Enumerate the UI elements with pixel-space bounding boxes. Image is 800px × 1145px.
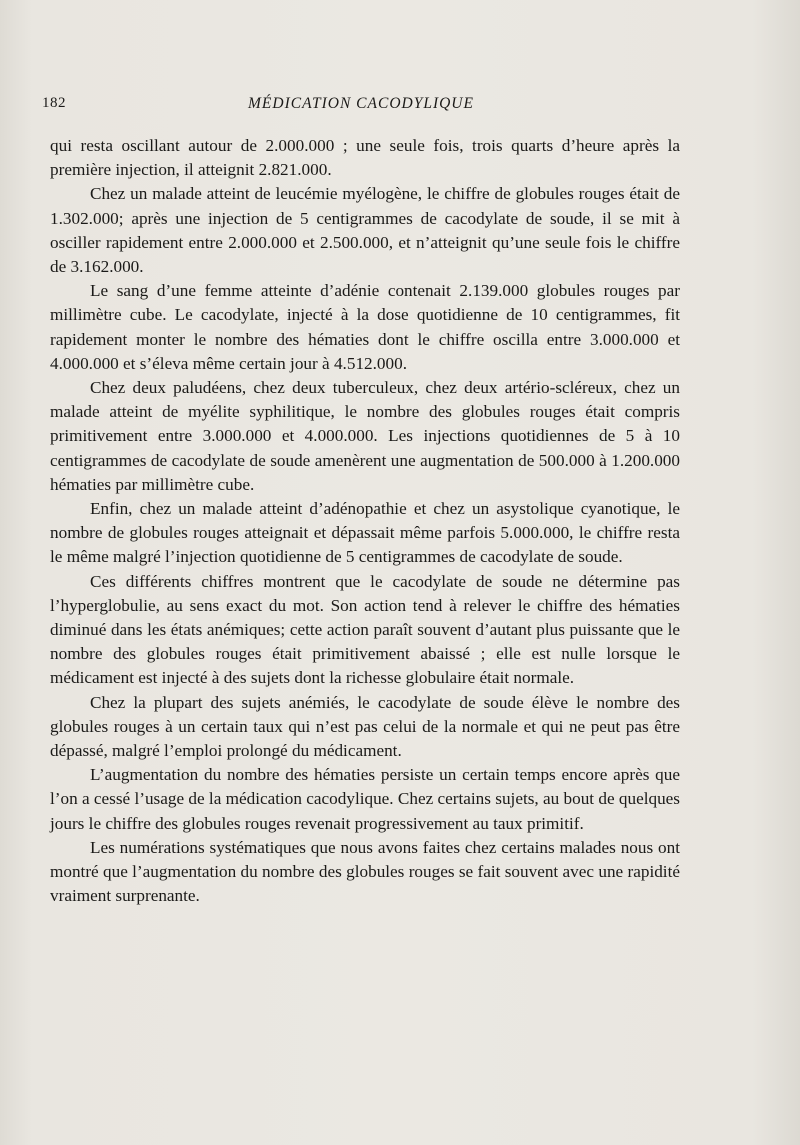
page-number: 182 bbox=[42, 95, 66, 111]
running-title: MÉDICATION CACODYLIQUE bbox=[248, 95, 474, 112]
paragraph-paludeens: Chez deux paludéens, chez deux tuberculeux, chez deux artério-scléreux, chez un malade atteint de myélite syphilitique, le nombre des globules rouges était compris primitivement entre 3.000.000 et 4.000.000. Les injections quotidiennes de 5 à 10 centigrammes de cacodylate de soude amenèrent une augmentation de 500.000 à 1.200.000 hématies par millimètre cube. bbox=[50, 378, 680, 494]
page-header bbox=[42, 95, 680, 119]
paragraph-augmentation: L’augmentation du nombre des hématies persiste un certain temps encore après que l’on a cessé l’usage de la médication cacodylique. Chez certains sujets, au bout de quelques jours le chiffre des globules rouges revenait progressivement au taux primitif. bbox=[50, 765, 680, 833]
paragraph-numerations: Les numérations systématiques que nous avons faites chez certains malades nous ont montré que l’augmentation du nombre des globules rouges se fait souvent avec une rapidité vraiment surprenante. bbox=[50, 837, 680, 906]
paragraph-anemies: Chez la plupart des sujets anémiés, le cacodylate de soude élève le nombre des globules rouges à un certain taux qui n’est pas celui de la normale et qui ne peut pas être dépassé, malgré l’emploi prolongé du médicament. bbox=[50, 692, 680, 761]
paragraph-continuation: qui resta oscillant autour de 2.000.000 ; une seule fois, trois quarts d’heure après la première injection, il atteignit 2.821.000. bbox=[50, 136, 680, 180]
body-text bbox=[50, 134, 680, 909]
paragraph-chiffres: Ces différents chiffres montrent que le cacodylate de soude ne détermine pas l’hyperglobulie, au sens exact du mot. Son action tend à relever le chiffre des hématies diminué dans les états anémiques; cette action paraît souvent d’autant plus puissante que le nombre des globules rouges était primitivement abaissé ; elle est nulle lorsque le médicament est injecté à des sujets dont la richesse globulaire était normale. bbox=[50, 571, 680, 688]
paragraph-adenie: Le sang d’une femme atteinte d’adénie contenait 2.139.000 globules rouges par millimètre cube. Le cacodylate, injecté à la dose quotidienne de 10 centigrammes, fit rapidement monter le nombre des hématies dont le chiffre oscilla entre 3.000.000 et 4.000.000 et s’éleva même certain jour à 4.512.000. bbox=[50, 281, 680, 373]
paragraph-adenopathie: Enfin, chez un malade atteint d’adénopathie et chez un asystolique cyanotique, le nombre de globules rouges atteignait et dépassait même parfois 5.000.000, le chiffre resta le même malgré l’injection quotidienne de 5 centigrammes de cacodylate de soude. bbox=[50, 499, 680, 567]
paragraph-leucemie: Chez un malade atteint de leucémie myélogène, le chiffre de globules rouges était de 1.302.000; après une injection de 5 centigrammes de cacodylate de soude, il se mit à osciller rapidement entre 2.000.000 et 2.500.000, et n’atteignit qu’une seule fois le chiffre de 3.162.000. bbox=[50, 184, 680, 277]
